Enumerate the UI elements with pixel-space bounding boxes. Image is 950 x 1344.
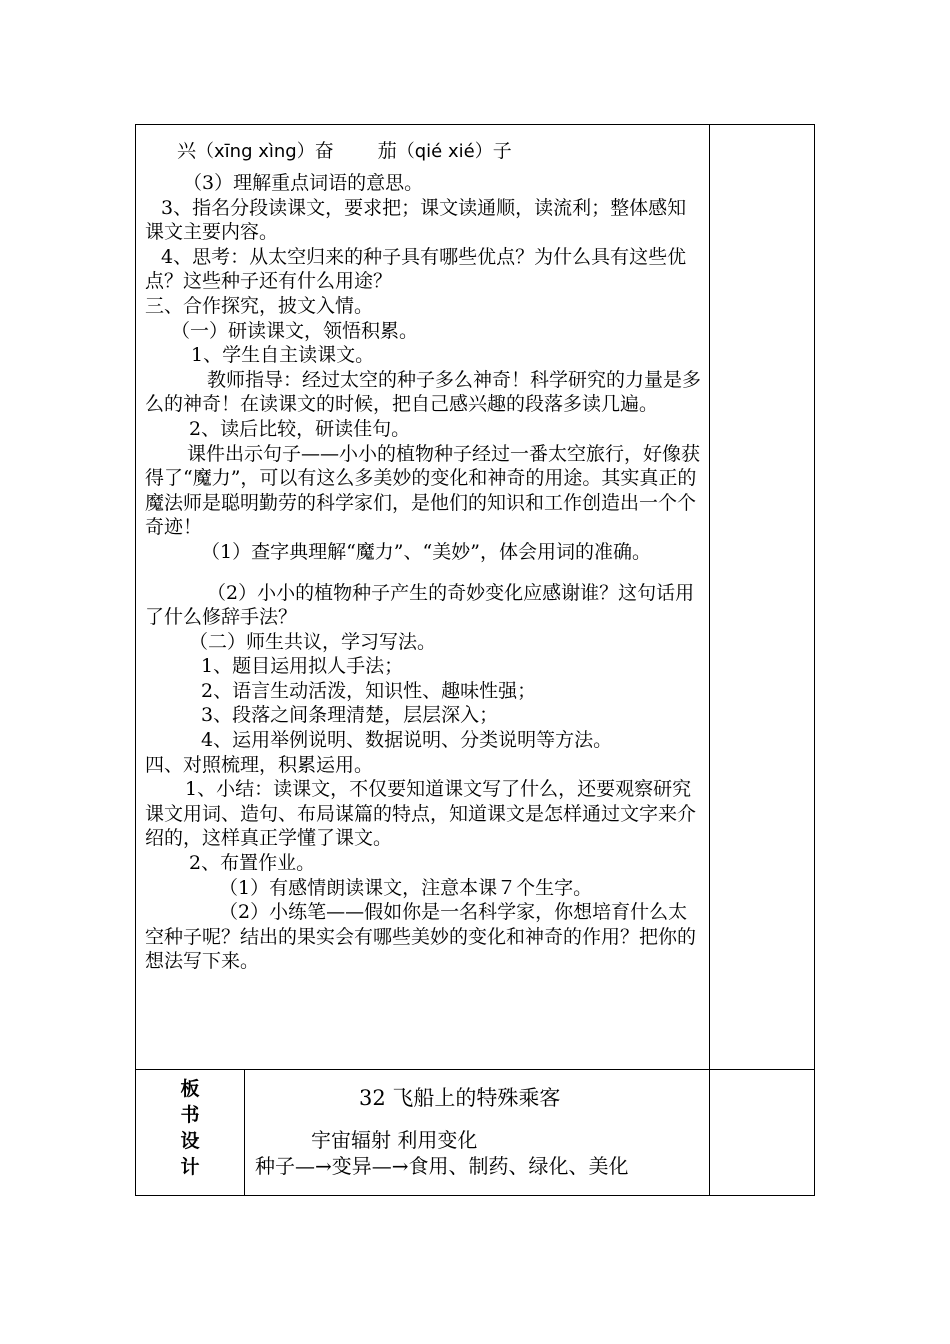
board-title: 32 飞船上的特殊乘客 bbox=[359, 1086, 561, 1110]
section-heading: 三、合作探究，披文入情。 bbox=[145, 294, 374, 317]
paragraph: 4、思考：从太空归来的种子具有哪些优点？为什么具有这些优点？这些种子还有什么用途？ bbox=[145, 245, 687, 293]
paragraph: （2）小小的植物种子产生的奇妙变化应感谢谁？这句话用了什么修辞手法？ bbox=[145, 581, 695, 629]
board-label-char: 计 bbox=[180, 1156, 200, 1178]
list-item: 2、语言生动活泼，知识性、趣味性强； bbox=[201, 679, 537, 702]
paragraph: 3、指名分段读课文，要求把；课文读通顺，读流利；整体感知课文主要内容。 bbox=[145, 196, 687, 244]
board-row-1: 宇宙辐射 利用变化 bbox=[311, 1128, 478, 1152]
board-design-label bbox=[136, 1076, 244, 1180]
board-label-char: 书 bbox=[180, 1104, 200, 1126]
section-heading: 四、对照梳理，积累运用。 bbox=[145, 753, 374, 776]
subsection-heading: （二）师生共议，学习写法。 bbox=[189, 630, 437, 653]
table-divider-label bbox=[244, 1069, 245, 1196]
paragraph: 2、布置作业。 bbox=[189, 852, 316, 875]
paragraph: 2、读后比较，研读佳句。 bbox=[189, 417, 411, 440]
pinyin-word1-char2: 奋 bbox=[314, 140, 334, 162]
paragraph: 课件出示句子——小小的植物种子经过一番太空旅行，好像获得了“魔力”，可以有这么多美妙的变化和神奇的用途。其实真正的魔法师是聪明勤劳的科学家们，是他们的知识和工作创造出一个个奇迹！ bbox=[145, 442, 701, 539]
paragraph: 1、小结：读课文，不仅要知道课文写了什么，还要观察研究课文用词、造句、布局谋篇的特点，知道课文是怎样通过文字来介绍的，这样真正学懂了课文。 bbox=[145, 778, 697, 850]
paragraph: 教师指导：经过太空的种子多么神奇！科学研究的力量是多么的神奇！在读课文的时候，把自己感兴趣的段落多读几遍。 bbox=[145, 368, 702, 416]
pinyin-line bbox=[145, 136, 705, 167]
list-item: 1、题目运用拟人手法； bbox=[201, 655, 404, 678]
paragraph: （3）理解重点词语的意思。 bbox=[183, 172, 424, 194]
paragraph: （1）查字典理解“魔力”、“美妙”，体会用词的准确。 bbox=[201, 540, 651, 563]
board-row-2: 种子—→变异—→食用、制药、绿化、美化 bbox=[255, 1154, 629, 1178]
pinyin-word1-char1: 兴 bbox=[177, 140, 197, 162]
board-label-char: 板 bbox=[180, 1078, 200, 1100]
paragraph: 1、学生自主读课文。 bbox=[191, 344, 375, 367]
table-divider-row bbox=[135, 1069, 815, 1070]
pinyin-word2-char1: 茄 bbox=[377, 140, 397, 162]
paragraph: （1）有感情朗读课文，注意本课７个生字。 bbox=[219, 876, 593, 899]
list-item: 3、段落之间条理清楚，层层深入； bbox=[201, 704, 499, 727]
list-item: 4、运用举例说明、数据说明、分类说明等方法。 bbox=[201, 729, 613, 752]
pinyin-word2-char2: 子 bbox=[492, 140, 512, 162]
table-divider-right bbox=[709, 124, 710, 1196]
pinyin-word1-reading: （xīng xìng） bbox=[196, 141, 315, 162]
subsection-heading: （一）研读课文，领悟积累。 bbox=[171, 319, 419, 342]
board-label-char: 设 bbox=[180, 1130, 200, 1152]
paragraph: （2）小练笔——假如你是一名科学家，你想培育什么太空种子呢？结出的果实会有哪些美妙的变化和神奇的作用？把你的想法写下来。 bbox=[145, 901, 697, 973]
pinyin-word2-reading: （qié xié） bbox=[396, 141, 493, 162]
lesson-body bbox=[145, 136, 705, 974]
